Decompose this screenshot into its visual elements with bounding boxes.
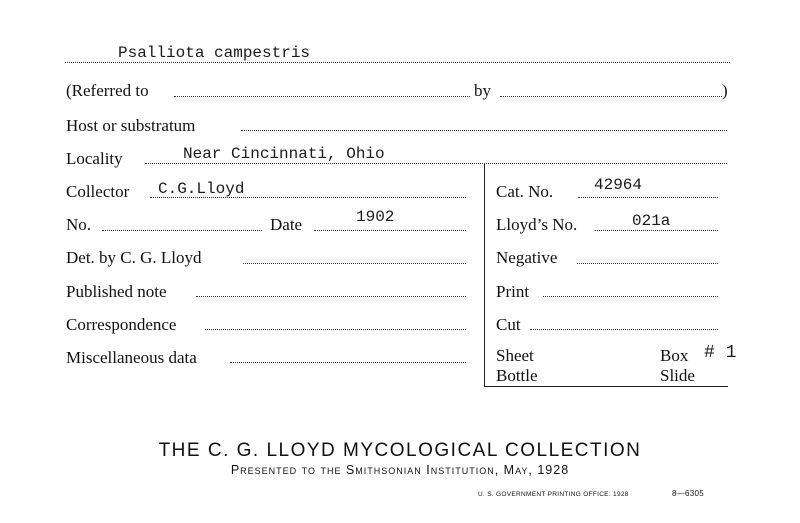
- box-value: # 1: [704, 343, 737, 363]
- species-name: Psalliota campestris: [118, 44, 311, 62]
- locality-value: Near Cincinnati, Ohio: [183, 145, 385, 163]
- det-by-label: Det. by C. G. Lloyd: [66, 248, 202, 267]
- det-by-line[interactable]: [243, 263, 466, 264]
- date-label: Date: [270, 215, 303, 234]
- published-note-line[interactable]: [196, 296, 466, 297]
- box-label: Box: [660, 346, 689, 365]
- no-label: No.: [66, 215, 92, 234]
- cat-no-label: Cat. No.: [496, 182, 554, 201]
- negative-label: Negative: [496, 248, 558, 267]
- locality-label: Locality: [66, 149, 123, 168]
- cut-label: Cut: [496, 315, 521, 334]
- no-line[interactable]: [102, 230, 262, 231]
- lloyds-no-line[interactable]: [595, 230, 718, 231]
- date-value: 1902: [356, 208, 395, 226]
- host-line[interactable]: [241, 130, 727, 131]
- collection-subtitle: Presented to the Smithsonian Institution, May, 1928: [230, 463, 570, 477]
- box-left-border: [484, 164, 485, 386]
- date-line[interactable]: [314, 230, 466, 231]
- sheet-label: Sheet: [496, 346, 534, 365]
- correspondence-line[interactable]: [205, 329, 466, 330]
- by-label: by: [474, 81, 491, 100]
- collector-label: Collector: [66, 182, 130, 201]
- cut-line[interactable]: [530, 329, 718, 330]
- locality-line[interactable]: [145, 163, 727, 164]
- negative-line[interactable]: [577, 263, 718, 264]
- lloyds-no-value: 021a: [632, 212, 671, 230]
- misc-label: Miscellaneous data: [66, 348, 197, 367]
- print-line[interactable]: [543, 296, 718, 297]
- misc-line[interactable]: [230, 362, 466, 363]
- box-bottom-border: [484, 386, 728, 387]
- referred-to-line[interactable]: [174, 96, 470, 97]
- lloyds-no-label: Lloyd’s No.: [496, 215, 578, 234]
- by-line[interactable]: [500, 96, 722, 97]
- printer-imprint: U. S. GOVERNMENT PRINTING OFFICE: 1928: [478, 491, 629, 498]
- cat-no-line[interactable]: [578, 197, 718, 198]
- slide-label: Slide: [660, 366, 695, 385]
- published-note-label: Published note: [66, 282, 167, 301]
- host-label: Host or substratum: [66, 116, 196, 135]
- cat-no-value: 42964: [594, 176, 643, 194]
- top-rule: [65, 62, 730, 63]
- referred-to-label: (Referred to: [66, 81, 149, 100]
- print-label: Print: [496, 282, 530, 301]
- correspondence-label: Correspondence: [66, 315, 177, 334]
- collection-title: THE C. G. LLOYD MYCOLOGICAL COLLECTION: [158, 440, 642, 461]
- close-paren: ): [722, 81, 728, 100]
- form-number: 8—6305: [672, 489, 705, 498]
- bottle-label: Bottle: [496, 366, 538, 385]
- collector-value: C.G.Lloyd: [158, 180, 245, 198]
